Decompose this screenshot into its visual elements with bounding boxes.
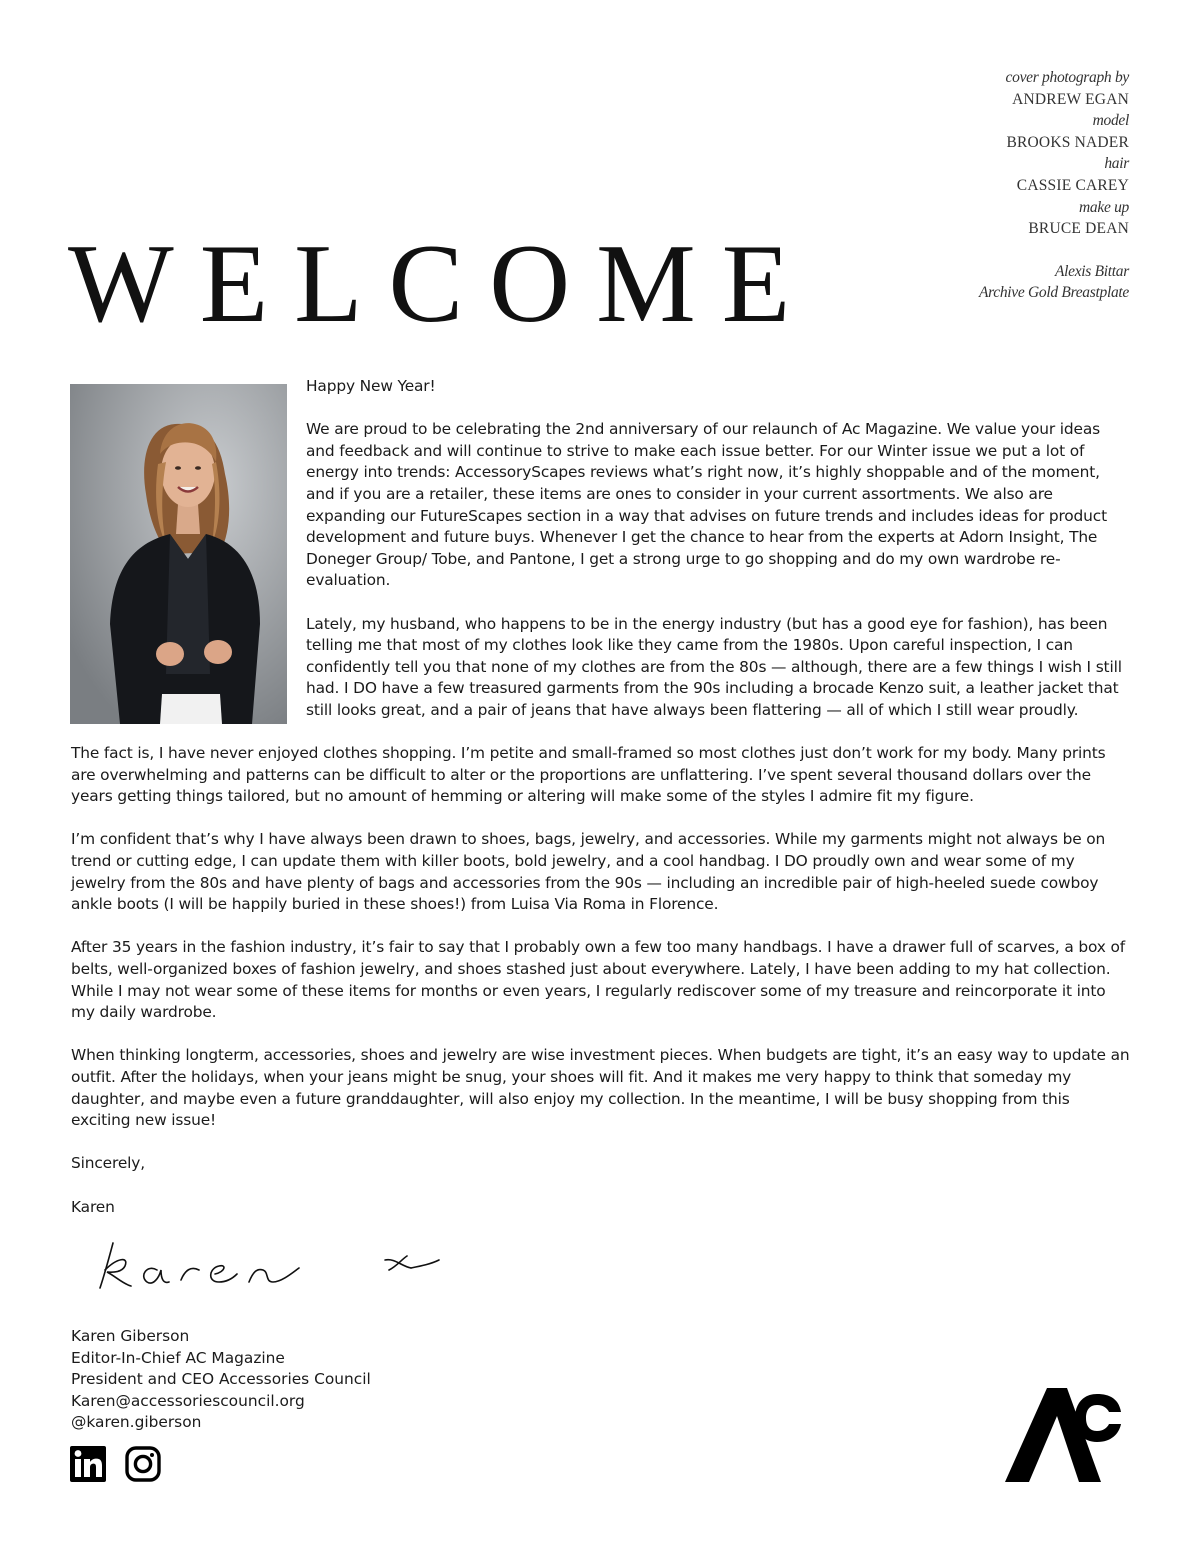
credit-role: model xyxy=(1092,112,1129,130)
letter-closing: Sincerely, xyxy=(71,1154,145,1173)
credit-name: BRUCE DEAN xyxy=(1028,220,1129,238)
page-title: WELCOME xyxy=(68,222,817,346)
ac-logo xyxy=(1005,1388,1129,1486)
contact-info xyxy=(71,1326,371,1434)
contact-title: President and CEO Accessories Council xyxy=(71,1370,371,1389)
letter-paragraph: After 35 years in the fashion industry, it’s fair to say that I probably own a few too many handbags. I have a drawer full of scarves, a box of belts, well-organized boxes of fashion jewelry, and shoes stashed just about everywhere. Lately, I have been adding to my hat collection. While I may not wear some of these items for months or even years, I regularly rediscover some of my treasure and reincorporate it into my daily wardrobe. xyxy=(71,938,1126,1022)
credit-role: hair xyxy=(1104,155,1129,173)
product-credit-brand: Alexis Bittar xyxy=(1054,262,1129,280)
letter-paragraph: When thinking longterm, accessories, shoes and jewelry are wise investment pieces. When budgets are tight, it’s an easy way to update an outfit. After the holidays, when your jeans might be snug, your shoes will fit. And it makes me very happy to think that someday my daughter, and maybe even a future granddaughter, will also enjoy my collection. In the meantime, I will be busy shopping from this exciting new issue! xyxy=(71,1046,1130,1130)
instagram-icon[interactable] xyxy=(125,1446,161,1482)
letter-body xyxy=(71,376,1131,1240)
letter-paragraph: The fact is, I have never enjoyed clothes shopping. I’m petite and small-framed so most clothes just don’t work for my body. Many prints are overwhelming and patterns can be difficult to alter or the proportions are unflattering. I’ve spent several thousand dollars over the years getting things tailored, but no amount of hemming or altering will make some of the styles I admire fit my figure. xyxy=(71,744,1106,806)
credit-name: BROOKS NADER xyxy=(1006,133,1129,151)
letter-greeting: Happy New Year! xyxy=(306,377,436,395)
credit-role: cover photograph by xyxy=(1005,69,1129,86)
letter-signoff-name: Karen xyxy=(71,1197,115,1216)
contact-name: Karen Giberson xyxy=(71,1327,190,1345)
credit-name: ANDREW EGAN xyxy=(1012,90,1129,108)
linkedin-icon[interactable] xyxy=(70,1446,106,1482)
letter-paragraph: I’m confident that’s why I have always been drawn to shoes, bags, jewelry, and accessories. While my garments might not always be on trend or cutting edge, I can update them with killer boots, bold jewelry, and a cool handbag. I DO proudly own and wear some of my jewelry from the 80s and have plenty of bags and accessories from the 90s — including an incredible pair of high-heeled suede cowboy ankle boots (I will be happily buried in these shoes!) from Luisa Via Roma in Florence. xyxy=(71,830,1106,914)
contact-email[interactable]: Karen@accessoriescouncil.org xyxy=(71,1391,305,1410)
letter-paragraph: We are proud to be celebrating the 2nd anniversary of our relaunch of Ac Magazine. We value your ideas and feedback and will continue to strive to make each issue better. For our Winter issue we put a lot of energy into trends: AccessoryScapes reviews what’s right now, it’s highly shoppable and of the moment, and if you are a retailer, these items are ones to consider in your current assortments. We also are expanding our FutureScapes section in a way that advises on future trends and includes ideas for product development and future buys. Whenever I get the chance to hear from the experts at Adorn Insight, The Doneger Group/ Tobe, and Pantone, I get a strong urge to go shopping and do my own wardrobe re-evaluation. xyxy=(306,420,1107,590)
letter-paragraph: Lately, my husband, who happens to be in the energy industry (but has a good eye for fashion), has been telling me that most of my clothes look like they came from the 1980s. Upon careful inspection, I can confidently tell you that none of my clothes are from the 80s — although, there are a few things I wish I still had. I DO have a few treasured garments from the 90s including a brocade Kenzo suit, a leather jacket that still looks great, and a pair of jeans that have always been flattering — all of which I still wear proudly. xyxy=(306,614,1122,719)
contact-title: Editor-In-Chief AC Magazine xyxy=(71,1348,285,1367)
credit-role: make up xyxy=(1079,198,1129,216)
contact-handle[interactable]: @karen.giberson xyxy=(71,1413,202,1432)
credit-name: CASSIE CAREY xyxy=(1016,176,1129,194)
photo-credits xyxy=(809,67,1129,304)
product-credit-item: Archive Gold Breastplate xyxy=(978,284,1129,302)
social-links xyxy=(70,1446,161,1482)
handwritten-signature xyxy=(95,1228,445,1302)
